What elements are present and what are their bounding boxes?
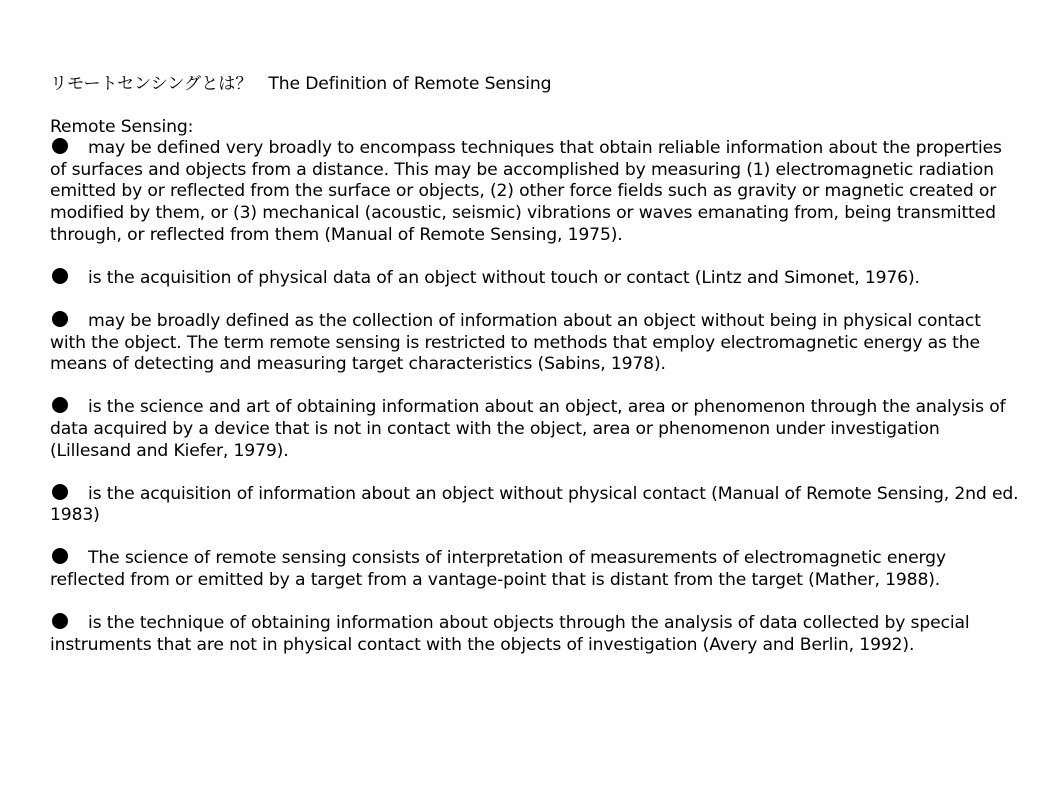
definition-list [50,138,1020,656]
definition-text: is the acquisition of information about an object without physical contact (Manual of Remote Sensing, 2nd ed. 1983) [50,483,1019,526]
definition-item [50,138,1020,246]
bullet-icon [52,484,68,500]
definition-item [50,484,1020,527]
section-label: Remote Sensing: [50,116,194,137]
definition-text: The science of remote sensing consists of interpretation of measurements of electromagnetic energy reflected from or emitted by a target from a vantage-point that is distant from the target (Mather, 1988). [50,548,946,591]
bullet-icon [52,311,68,327]
definition-item [50,548,1020,591]
definition-text: may be defined very broadly to encompass techniques that obtain reliable information about the properties of surfaces and objects from a distance. This may be accomplished by measuring (1) electromagnetic radiation emitted by or reflected from the surface or objects, (2) other force fields such as gravity or magnetic created or modified by them, or (3) mechanical (acoustic, seismic) vibrations or waves emanating from, being transmitted through, or reflected from them (Manual of Remote Sensing, 1975). [50,138,1002,245]
bullet-icon [52,138,68,154]
title-japanese: リモートセンシングとは？ [50,74,253,94]
title-english: The Definition of Remote Sensing [268,74,552,94]
definition-text: is the technique of obtaining information about objects through the analysis of data collected by special instruments that are not in physical contact with the objects of investigation (Avery and Berlin, 1992). [50,613,970,655]
page-title [50,74,1020,96]
bullet-icon [52,397,68,413]
definition-item [50,311,1020,376]
definition-item [50,613,1020,656]
definition-item [50,268,1020,290]
document-page [50,74,1020,678]
definition-text: is the acquisition of physical data of an object without touch or contact (Lintz and Simonet, 1976). [88,267,920,288]
definition-text: may be broadly defined as the collection of information about an object without being in physical contact with the object. The term remote sensing is restricted to methods that employ electromagnetic energy as the means of detecting and measuring target characteristics (Sabins, 1978). [50,310,981,375]
bullet-icon [52,613,68,629]
definition-text: is the science and art of obtaining information about an object, area or phenomenon through the analysis of data acquired by a device that is not in contact with the object, area or phenomenon under investigation (Lillesand and Kiefer, 1979). [50,397,1006,461]
definition-item [50,397,1020,462]
bullet-icon [52,268,68,284]
bullet-icon [52,548,68,564]
